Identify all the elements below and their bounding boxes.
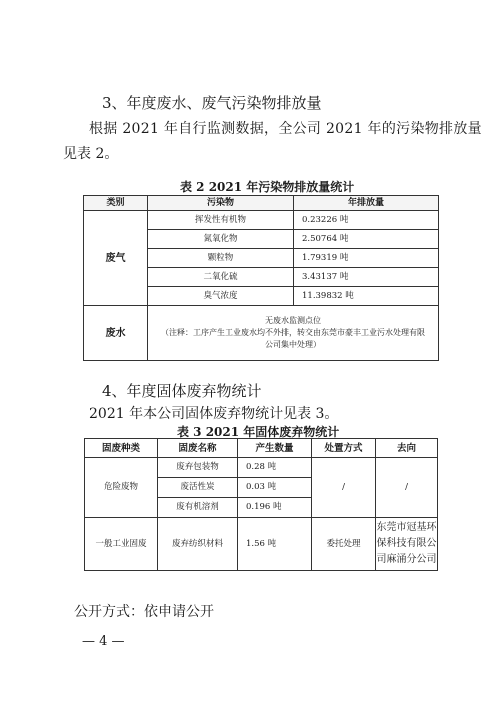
- section4-heading: 4、年度固体废弃物统计: [102, 382, 262, 400]
- section3-paragraph-line1: 根据 2021 年自行监测数据，全公司 2021 年的污染物排放量: [89, 121, 482, 137]
- destination-line1: 东莞市冠基环: [376, 522, 437, 533]
- header-waste-type: 固废种类: [85, 439, 158, 458]
- waste-kind-hazardous: 危险废物: [85, 458, 158, 518]
- disclosure-method: 公开方式：依申请公开: [74, 604, 214, 620]
- waste-name-cell: 废活性炭: [158, 478, 238, 498]
- pollutant-cell: 臭气浓度: [148, 287, 294, 306]
- general-disposal: 委托处理: [312, 518, 376, 571]
- amount-cell: 0.23226 吨: [294, 211, 439, 230]
- waste-name-cell: 废有机溶剂: [158, 498, 238, 518]
- section3-heading: 3、年度废水、废气污染物排放量: [102, 94, 322, 112]
- waste-name-cell: 废弃纺织材料: [158, 518, 238, 571]
- waste-qty-cell: 0.03 吨: [238, 478, 312, 498]
- solid-waste-table: [84, 438, 438, 571]
- water-note-line1: 无废水监测点位: [265, 316, 321, 325]
- table-header-row: [85, 439, 438, 458]
- hazardous-disposal: /: [312, 458, 376, 518]
- amount-cell: 1.79319 吨: [294, 249, 439, 268]
- header-annual-emission: 年排放量: [294, 196, 439, 211]
- waste-kind-general: 一般工业固废: [85, 518, 158, 571]
- water-note-cell: [148, 306, 439, 361]
- hazardous-destination: /: [376, 458, 438, 518]
- waste-qty-cell: 1.56 吨: [238, 518, 312, 571]
- amount-cell: 3.43137 吨: [294, 268, 439, 287]
- pollutant-cell: 挥发性有机物: [148, 211, 294, 230]
- water-note-line2: （注释：工序产生工业废水均不外排，转交由东莞市豪丰工业污水处理有限: [161, 328, 425, 337]
- amount-cell: 11.39832 吨: [294, 287, 439, 306]
- section3-paragraph-line2: 见表 2。: [63, 146, 119, 162]
- pollutant-cell: 颗粒物: [148, 249, 294, 268]
- table3-caption: 表 3 2021 年固体废弃物统计: [177, 425, 340, 439]
- waste-name-cell: 废弃包装物: [158, 458, 238, 478]
- header-waste-name: 固废名称: [158, 439, 238, 458]
- header-pollutant: 污染物: [148, 196, 294, 211]
- table-row: [84, 211, 439, 230]
- waste-qty-cell: 0.196 吨: [238, 498, 312, 518]
- category-water: 废水: [84, 306, 148, 361]
- table-row: [85, 458, 438, 478]
- page-number: — 4 —: [82, 634, 125, 649]
- amount-cell: 2.50764 吨: [294, 230, 439, 249]
- pollutant-cell: 氮氧化物: [148, 230, 294, 249]
- header-category: 类别: [84, 196, 148, 211]
- table-row: [84, 306, 439, 361]
- header-destination: 去向: [376, 439, 438, 458]
- destination-line3: 司麻涌分公司: [376, 554, 437, 565]
- destination-line2: 保科技有限公: [376, 538, 437, 549]
- general-destination: [376, 518, 438, 571]
- header-quantity: 产生数量: [238, 439, 312, 458]
- water-note-line3: 公司集中处理）: [265, 340, 321, 349]
- pollutant-cell: 二氧化硫: [148, 268, 294, 287]
- table2-caption: 表 2 2021 年污染物排放量统计: [180, 180, 355, 194]
- category-gas: 废气: [84, 211, 148, 306]
- pollutant-emission-table: [83, 195, 439, 361]
- section4-paragraph: 2021 年本公司固体废弃物统计见表 3。: [89, 406, 339, 422]
- table-header-row: [84, 196, 439, 211]
- waste-qty-cell: 0.28 吨: [238, 458, 312, 478]
- header-disposal: 处置方式: [312, 439, 376, 458]
- table-row: [85, 518, 438, 571]
